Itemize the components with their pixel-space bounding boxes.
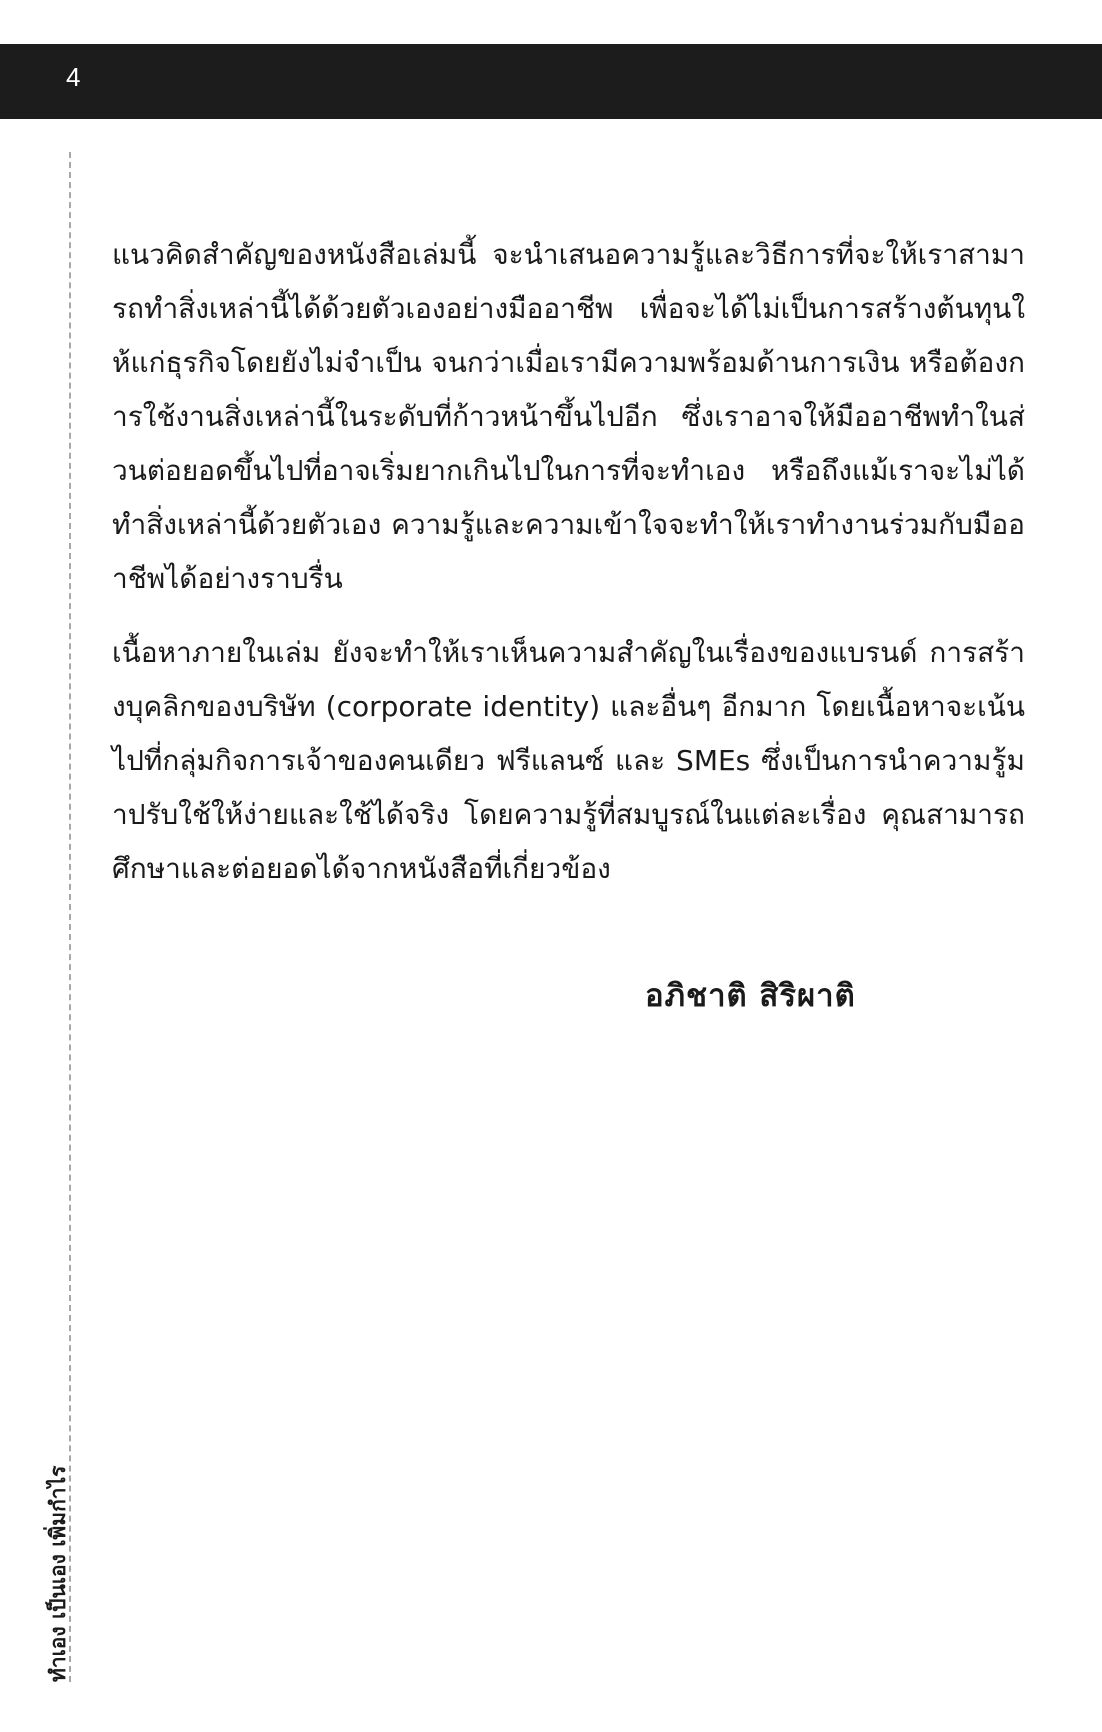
page-number: 4 (66, 62, 81, 92)
book-spine-title: ทำเอง เป็นเอง เพิ่มกำไร (46, 1465, 70, 1682)
paragraph-2: เนื้อหาภายในเล่ม ยังจะทำให้เราเห็นความสำคัญในเรื่องของแบรนด์ การสร้างบุคลิกของบริษัท (corporate identity) และอื่นๆ อีกมาก โดยเนื้อหาจะเน้นไปที่กลุ่มกิจการเจ้าของคนเดียว ฟรีแลนซ์ และ SMEs ซึ่งเป็นการนำความรู้มาปรับใช้ให้ง่ายและใช้ได้จริง โดยความรู้ที่สมบูรณ์ในแต่ละเรื่อง คุณสามารถศึกษาและต่อยอดได้จากหนังสือที่เกี่ยวข้อง (112, 636, 1025, 885)
author-signature: อภิชาติ สิริผาติ (645, 978, 856, 1014)
paragraph-1: แนวคิดสำคัญของหนังสือเล่มนี้ จะนำเสนอความรู้และวิธีการที่จะให้เราสามารถทำสิ่งเหล่านี้ได้ด้วยตัวเองอย่างมืออาชีพ เพื่อจะได้ไม่เป็นการสร้างต้นทุนให้แก่ธุรกิจโดยยังไม่จำเป็น จนกว่าเมื่อเรามีความพร้อมด้านการเงิน หรือต้องการใช้งานสิ่งเหล่านี้ในระดับที่ก้าวหน้าขึ้นไปอีก ซึ่งเราอาจให้มืออาชีพทำในส่วนต่อยอดขึ้นไปที่อาจเริ่มยากเกินไปในการที่จะทำเอง หรือถึงแม้เราจะไม่ได้ทำสิ่งเหล่านี้ด้วยตัวเอง ความรู้และความเข้าใจจะทำให้เราทำงานร่วมกับมืออาชีพได้อย่างราบรื่น (112, 238, 1025, 595)
page-header-bar (0, 44, 1102, 119)
margin-dashed-rule (69, 152, 71, 1682)
preface-body (112, 228, 1025, 916)
